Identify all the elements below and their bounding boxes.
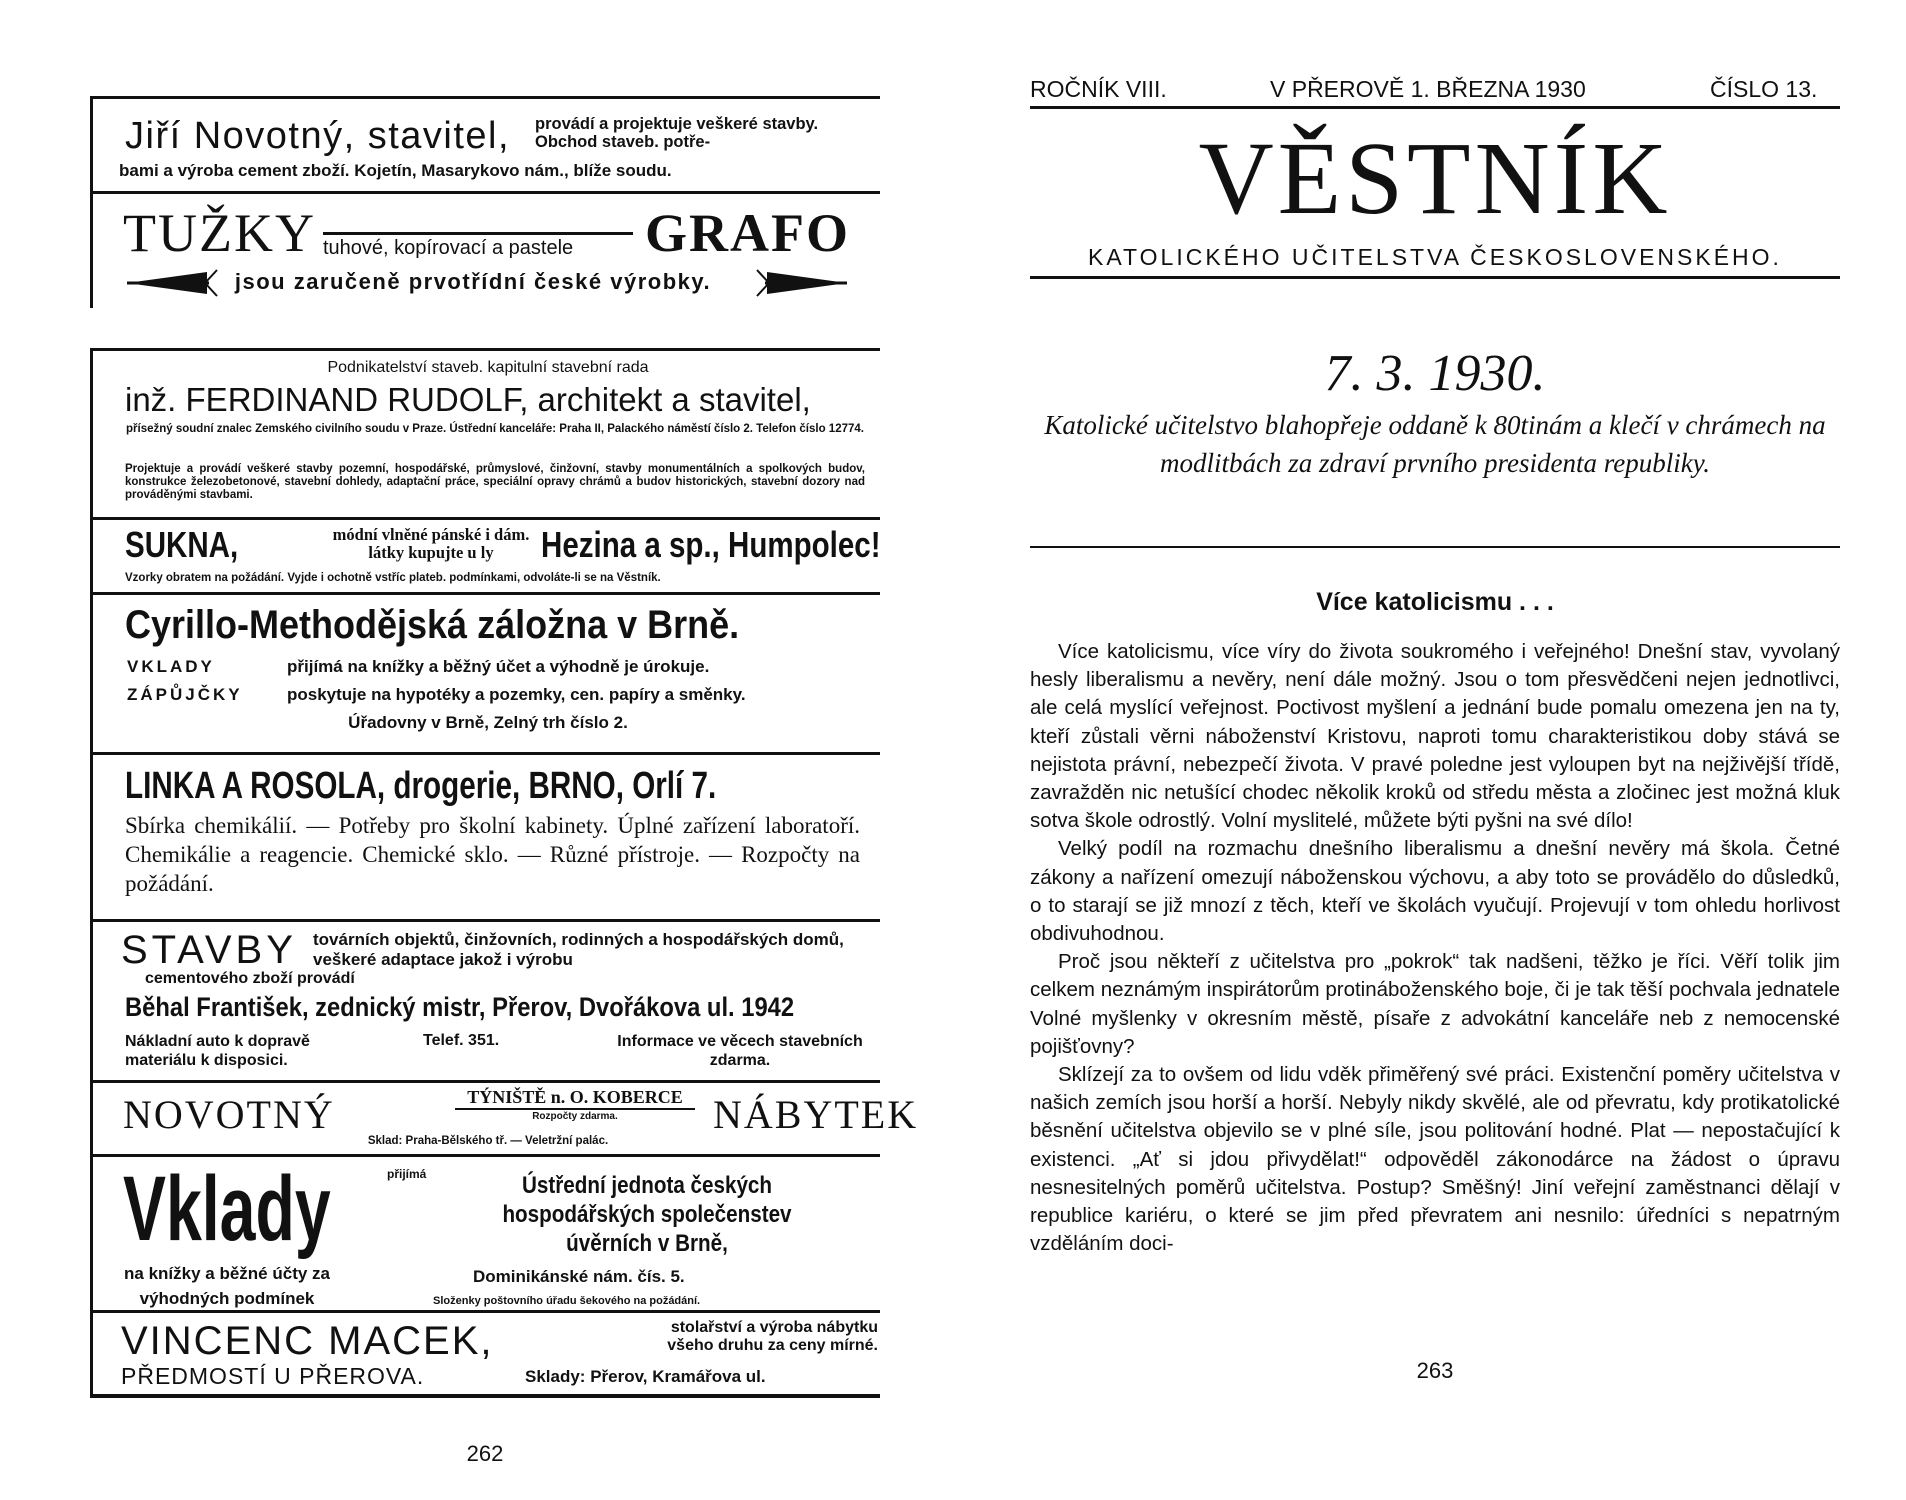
ad-title: Vklady — [123, 1158, 331, 1260]
row-value: poskytuje na hypotéky a pozemky, cen. papíry a směnky. — [287, 685, 746, 704]
ad-phone: Telef. 351. — [423, 1032, 500, 1049]
ad-prijima: přijímá — [387, 1167, 427, 1181]
row-key: ZÁPŮJČKY — [127, 685, 243, 704]
issue-label: ČÍSLO 13. — [1710, 76, 1818, 102]
ad-cyrillo-methodejska-zalozna — [90, 595, 880, 752]
article-title: Více katolicismu . . . — [1316, 588, 1554, 616]
ad-small-text: Složenky poštovního úřadu šekového na požádání. — [433, 1295, 701, 1307]
article-paragraph: Proč jsou někteří z učitelstva pro „pokrok“ tak nadšeni, těžko je říci. Věří tolik jim celkem neznámým inspirátorům protináboženského boje, či je tak těší pochvala jednatele Volné myšlenky v okresním městě, písaře z advokátní kanceláře neb z nemocenské pojišťovny? — [1030, 950, 1840, 1058]
ad-bottom-text: Vzorky obratem na požádání. Vyjde i ochotně vstříc plateb. podmínkami, odvoláte-li se na Věstník. — [125, 572, 661, 584]
page-number: 262 — [466, 1441, 504, 1466]
ad-vklady-ustredni-jednota — [90, 1157, 880, 1312]
ad-title: SUKNA, — [125, 524, 239, 565]
ad-row-zapujcky — [127, 685, 746, 705]
ad-brand: Hezina a sp., Humpolec! — [541, 524, 881, 565]
subtitle-rule — [1030, 276, 1840, 279]
row-key: VKLADY — [127, 657, 215, 676]
ad-stavby-behal — [90, 922, 880, 1080]
article-paragraph: Více katolicismu, více víry do života soukromého i veřejného! Dnešní stav, vyvolaný hesly liberalismu a nevěry, není dále možný. Jsou o tom přesvědčeni nejen jednotlivci, ale celá myslící veřejnost. Poctivost myšlení a jednání bude pomalu omezena jen na ty, kteří zůstali věrni náboženství Kristovu, naproti tomu charakteristikou doby stává se nejistota právní, nebezpečí života. V pravé poledne jest vyloupen byt na nejživější třídě, zavražděn nic netušící chodec několik kroků od středu města a zločinec jest možná kluk sotva škole odrostlý. Volní myslitelé, můžete býti pyšni na své dílo! — [1030, 640, 1840, 833]
ad-title: LINKA A ROSOLA, drogerie, BRNO, Orlí 7. — [125, 765, 717, 807]
ad-contact: přísežný soudní znalec Zemského civilního soudu v Praze. Ústřední kanceláře: Praha II, Palackého náměstí číslo 2. Telefon číslo 12774. — [126, 423, 864, 435]
bottom-rule — [90, 1394, 880, 1398]
article-paragraph: Sklízejí za to ovšem od lidu vděk přiměřený své práci. Existenční poměry učitelstva v našich zemích jsou horší a horší. Nebyly nikdy skvělé, ale od převratu, kdy protikatolické běsnění učitelstva objevilo se v plné síle, jsou politování hodné. Plat — nepostačující k existenci. „Ať si jdou přivydělat!“ odpověděl zákonodárce na žádost o úpravu nesnesitelných poměrů učitelstva. Postup? Směšný! Jiní veřejní zaměstnanci dělají v republice kariéru, o které se jim před převratem ani nesnilo: úředníci s nepatrným vzděláním doci- — [1030, 1063, 1840, 1256]
ad-brand: NÁBYTEK — [713, 1092, 919, 1137]
ad-middle-text: tuhové, kopírovací a pastele — [323, 232, 633, 260]
page-number: 263 — [1416, 1358, 1454, 1383]
ad-place: PŘEDMOSTÍ U PŘEROVA. — [121, 1363, 425, 1389]
ad-info: Informace ve věcech stavebních zdarma. — [617, 1033, 863, 1069]
ad-row-vklady — [127, 657, 709, 677]
dedication-date: 7. 3. 1930. — [1324, 345, 1546, 402]
ad-description-2: cementového zboží provádí — [145, 970, 355, 987]
masthead-subtitle: KATOLICKÉHO UČITELSTVA ČESKOSLOVENSKÉHO. — [1088, 244, 1782, 270]
ad-header: Podnikatelství staveb. kapitulní stavební rada — [327, 359, 649, 376]
row-value: přijímá na knížky a běžný účet a výhodně je úrokuje. — [287, 657, 710, 676]
ad-tuzky-grafo — [90, 194, 880, 308]
ad-name: Běhal František, zednický mistr, Přerov, Dvořákova ul. 1942 — [125, 992, 795, 1022]
masthead-title: VĚSTNÍK — [1198, 121, 1672, 236]
article-paragraph: Velký podíl na rozmachu dnešního liberalismu a dnešní nevěry má škola. Četné zákony a nařízení omezují náboženskou výchovu, a aby toto se provádělo do důsledků, o to starají se již mnozí z těch, kteří ve školách vyučují. Projevují v tom ohledu horlivost obdivuhodnou. — [1030, 837, 1840, 946]
ad-organization: Ústřední jednota českých hospodářských společenstev úvěrních v Brně, — [502, 1172, 792, 1257]
ad-title: Jiří Novotný, stavitel, — [125, 115, 511, 157]
ad-description: Sbírka chemikálií. — Potřeby pro školní kabinety. Úplné zařízení laboratoří. Chemikálie a reagencie. Chemické sklo. — Různé přístroje. — Rozpočty na požádání. — [125, 813, 860, 896]
ad-auto: Nákladní auto k dopravě materiálu k disposici. — [125, 1033, 310, 1069]
ad-sukna-hezina — [90, 520, 880, 593]
ad-linka-rosola — [90, 755, 880, 919]
ad-title: NOVOTNÝ — [123, 1092, 335, 1137]
header-rule — [1030, 106, 1840, 109]
ad-title: STAVBY — [121, 928, 297, 972]
ad-bottom-text: bami a výroba cement zboží. Kojetín, Masarykovo nám., blíže soudu. — [119, 161, 672, 180]
ad-title: VINCENC MACEK, — [121, 1319, 494, 1363]
ad-title: Cyrillo-Methodějská záložna v Brně. — [125, 603, 740, 647]
left-page-ads — [90, 96, 919, 1466]
ad-conditions: na knížky a běžné účty za výhodných podmínek — [124, 1264, 330, 1308]
ad-title: TUŽKY — [123, 203, 316, 263]
ad-brand: GRAFO — [645, 203, 850, 263]
ad-side-text: stolařství a výroba nábytku všeho druhu za ceny mírné. — [667, 1319, 878, 1354]
ad-novotny-nabytek — [90, 1083, 919, 1155]
ad-middle-text: TÝNIŠTĚ n. O. KOBERCE — [455, 1087, 695, 1110]
volume-label: ROČNÍK VIII. — [1030, 76, 1167, 102]
dedication-text: Katolické učitelstvo blahopřeje oddaně k 80tinám a klečí v chrámech na modlitbách za zdraví prvního presidenta republiky. — [1044, 410, 1826, 478]
ad-description: Projektuje a provádí veškeré stavby pozemní, hospodářské, průmyslové, činžovní, stavby monumentálních a spolkových budov, konstrukce železobetonové, stavební dohledy, adaptační práce, speciální opravy chrámů a budov historických, stavební dozory nad prováděnými stavbami. — [125, 463, 865, 501]
ad-middle-text: módní vlněné pánské i dám. látky kupujte u ly — [332, 525, 530, 562]
ad-banner-text: jsou zaručeně prvotřídní české výrobky. — [234, 269, 712, 294]
ad-title: inž. FERDINAND RUDOLF, architekt a stavitel, — [125, 381, 811, 418]
ad-middle-small: Rozpočty zdarma. — [532, 1111, 618, 1122]
place-date-label: V PŘEROVĚ 1. BŘEZNA 1930 — [1270, 76, 1586, 102]
ad-description: továrních objektů, činžovních, rodinných a hospodářských domů, veškeré adaptace jakož i výrobu — [313, 930, 844, 969]
ad-vincenc-macek — [90, 1313, 880, 1395]
right-page-journal — [1030, 76, 1840, 1426]
ad-sklady: Sklady: Přerov, Kramářova ul. — [525, 1367, 766, 1386]
ad-ferdinand-rudolf — [90, 351, 880, 521]
ad-address: Dominikánské nám. čís. 5. — [473, 1267, 685, 1286]
ad-bottom-text: Sklad: Praha-Bělského tř. — Veletržní palác. — [367, 1135, 609, 1147]
ad-address: Úřadovny v Brně, Zelný trh číslo 2. — [348, 713, 628, 732]
ad-novotny-stavitel — [90, 99, 880, 191]
ad-side-text: provádí a projektuje veškeré stavby. Obchod staveb. potře- — [535, 115, 819, 151]
article-body — [1030, 638, 1840, 1258]
section-rule — [1030, 546, 1840, 548]
